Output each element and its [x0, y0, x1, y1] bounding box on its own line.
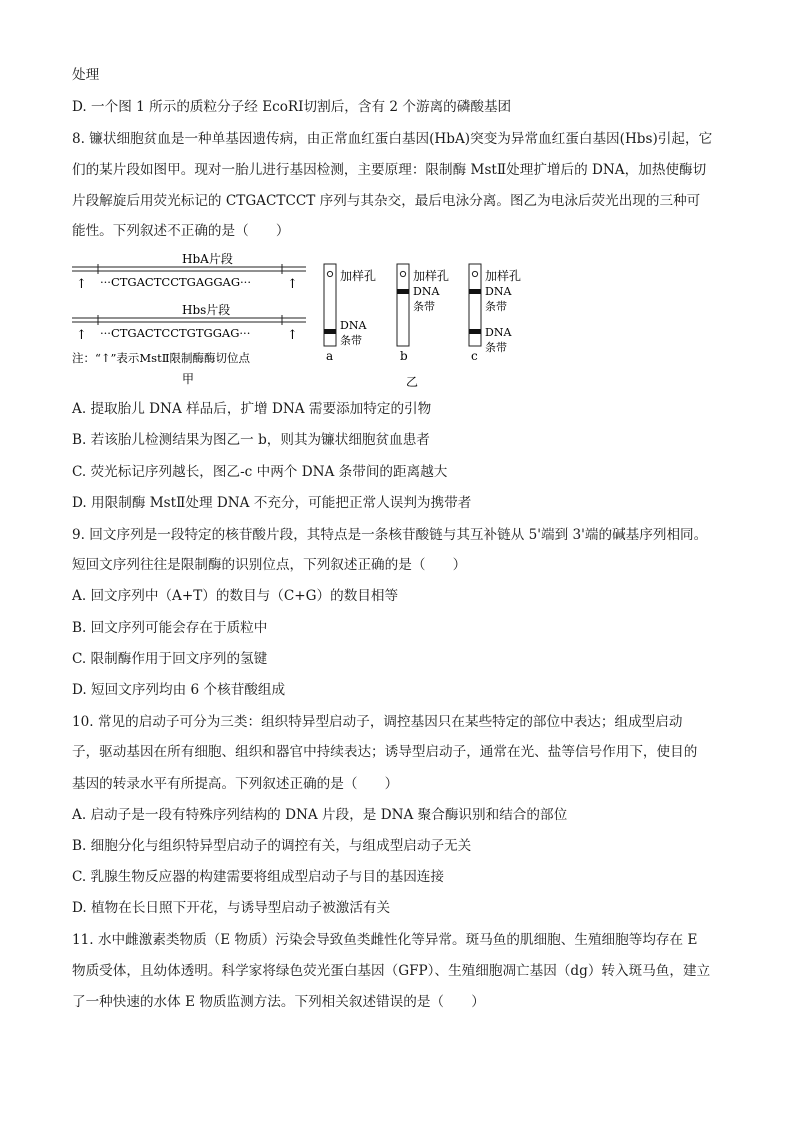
- lane-c-well-label: 加样孔: [485, 269, 522, 283]
- cut-site-arrow-1: ↑: [76, 277, 87, 292]
- question-10-stem-1: 10. 常见的启动子可分为三类：组织特异型启动子，调控基因只在某些特定的部位中表达；组成型启动: [72, 714, 683, 730]
- question-10-option-d: D. 植物在长日照下开花，与诱导型启动子被激活有关: [72, 900, 391, 916]
- question-9-option-b: B. 回文序列可能会存在于质粒中: [72, 620, 268, 636]
- cut-site-arrow-4: ↑: [287, 328, 298, 343]
- lane-b-band-label-1: DNA: [413, 285, 440, 298]
- text-line-2: D. 一个图 1 所示的质粒分子经 EcoRⅠ切割后，含有 2 个游离的磷酸基团: [72, 99, 512, 115]
- lane-b-band-label-2: 条带: [413, 300, 435, 313]
- lane-a-well-label: 加样孔: [340, 269, 377, 283]
- lane-c-upper-label-2: 条带: [485, 300, 507, 313]
- hbs-label: Hbs片段: [182, 303, 231, 317]
- lane-a-letter: a: [326, 349, 334, 363]
- lane-c-lower-label-2: 条带: [485, 341, 507, 354]
- question-8-stem-1: 8. 镰状细胞贫血是一种单基因遗传病，由正常血红蛋白基因(HbA)突变为异常血红蛋白基因(Hbs)引起，它: [72, 131, 713, 147]
- lane-a-well: [327, 271, 332, 276]
- question-8-stem-4: 能性。下列叙述不正确的是（ ）: [72, 223, 290, 239]
- hba-label: HbA片段: [182, 252, 233, 266]
- question-11-stem-3: 了一种快速的水体 E 物质监测方法。下列相关叙述错误的是（ ）: [72, 994, 485, 1010]
- lane-a-band-label-2: 条带: [340, 334, 362, 347]
- question-10-option-c: C. 乳腺生物反应器的构建需要将组成型启动子与目的基因连接: [72, 869, 444, 885]
- lane-a-band: [324, 329, 336, 334]
- question-8-option-d: D. 用限制酶 MstⅡ处理 DNA 不充分，可能把正常人误判为携带者: [72, 495, 472, 511]
- lane-c-lower-label-1: DNA: [485, 326, 512, 339]
- lane-c-well: [472, 271, 477, 276]
- hba-sequence: ···CTGACTCCTGAGGAG···: [100, 275, 251, 289]
- question-8-option-b: B. 若该胎儿检测结果为图乙一 b，则其为镰状细胞贫血患者: [72, 432, 430, 448]
- question-8-stem-2: 们的某片段如图甲。现对一胎儿进行基因检测，主要原理：限制酶 MstⅡ处理扩增后的 DNA，加热使酶切: [72, 162, 707, 178]
- lane-c-upper-label-1: DNA: [485, 285, 512, 298]
- question-8-stem-3: 片段解旋后用荧光标记的 CTGACTCCT 序列与其杂交，最后电泳分离。图乙为电泳后荧光出现的三种可: [72, 193, 701, 209]
- question-10-option-b: B. 细胞分化与组织特异型启动子的调控有关，与组成型启动子无关: [72, 838, 472, 854]
- lane-c-band-upper: [469, 289, 481, 294]
- question-9-option-d: D. 短回文序列均由 6 个核苷酸组成: [72, 682, 286, 698]
- lane-c-letter: c: [471, 349, 478, 363]
- question-8-option-a: A. 提取胎儿 DNA 样品后，扩增 DNA 需要添加特定的引物: [72, 401, 432, 417]
- question-9-stem-2: 短回文序列往往是限制酶的识别位点，下列叙述正确的是（ ）: [72, 557, 467, 573]
- text-line-1: 处理: [72, 67, 100, 83]
- lane-b-letter: b: [400, 349, 408, 363]
- figure-note: 注：“↑”表示MstⅡ限制酶酶切位点: [72, 351, 251, 365]
- question-10-option-a: A. 启动子是一段有特殊序列结构的 DNA 片段，是 DNA 聚合酶识别和结合的部位: [72, 807, 568, 823]
- question-10-stem-3: 基因的转录水平有所提高。下列叙述正确的是（ ）: [72, 776, 399, 792]
- lane-a-band-label-1: DNA: [340, 319, 367, 332]
- question-9-stem-1: 9. 回文序列是一段特定的核苷酸片段，其特点是一条核苷酸链与其互补链从 5'端到 3'端的碱基序列相同。: [72, 527, 708, 543]
- figure-jia-label: 甲: [182, 372, 195, 386]
- lane-c-band-lower: [469, 329, 481, 334]
- question-9-option-c: C. 限制酶作用于回文序列的氢键: [72, 651, 268, 667]
- question-9-option-a: A. 回文序列中（A+T）的数目与（C+G）的数目相等: [72, 588, 399, 604]
- figure-yi-label: 乙: [406, 375, 419, 389]
- lane-b-band: [397, 289, 409, 294]
- hbs-sequence: ···CTGACTCCTGTGGAG···: [100, 326, 251, 340]
- lane-b-well: [400, 271, 405, 276]
- question-11-stem-2: 物质受体，且幼体透明。科学家将绿色荧光蛋白基因（GFP）、生殖细胞凋亡基因（dg）转入斑马鱼，建立: [72, 963, 711, 979]
- question-10-stem-2: 子，驱动基因在所有细胞、组织和器官中持续表达；诱导型启动子，通常在光、盐等信号作用下，使目的: [72, 744, 698, 760]
- lane-b-well-label: 加样孔: [413, 269, 450, 283]
- cut-site-arrow-3: ↑: [76, 328, 87, 343]
- question-8-option-c: C. 荧光标记序列越长，图乙-c 中两个 DNA 条带间的距离越大: [72, 464, 448, 480]
- cut-site-arrow-2: ↑: [287, 277, 298, 292]
- dna-electrophoresis-figure: [70, 250, 540, 390]
- question-11-stem-1: 11. 水中雌激素类物质（E 物质）污染会导致鱼类雌性化等异常。斑马鱼的肌细胞、生殖细胞等均存在 E: [72, 932, 698, 948]
